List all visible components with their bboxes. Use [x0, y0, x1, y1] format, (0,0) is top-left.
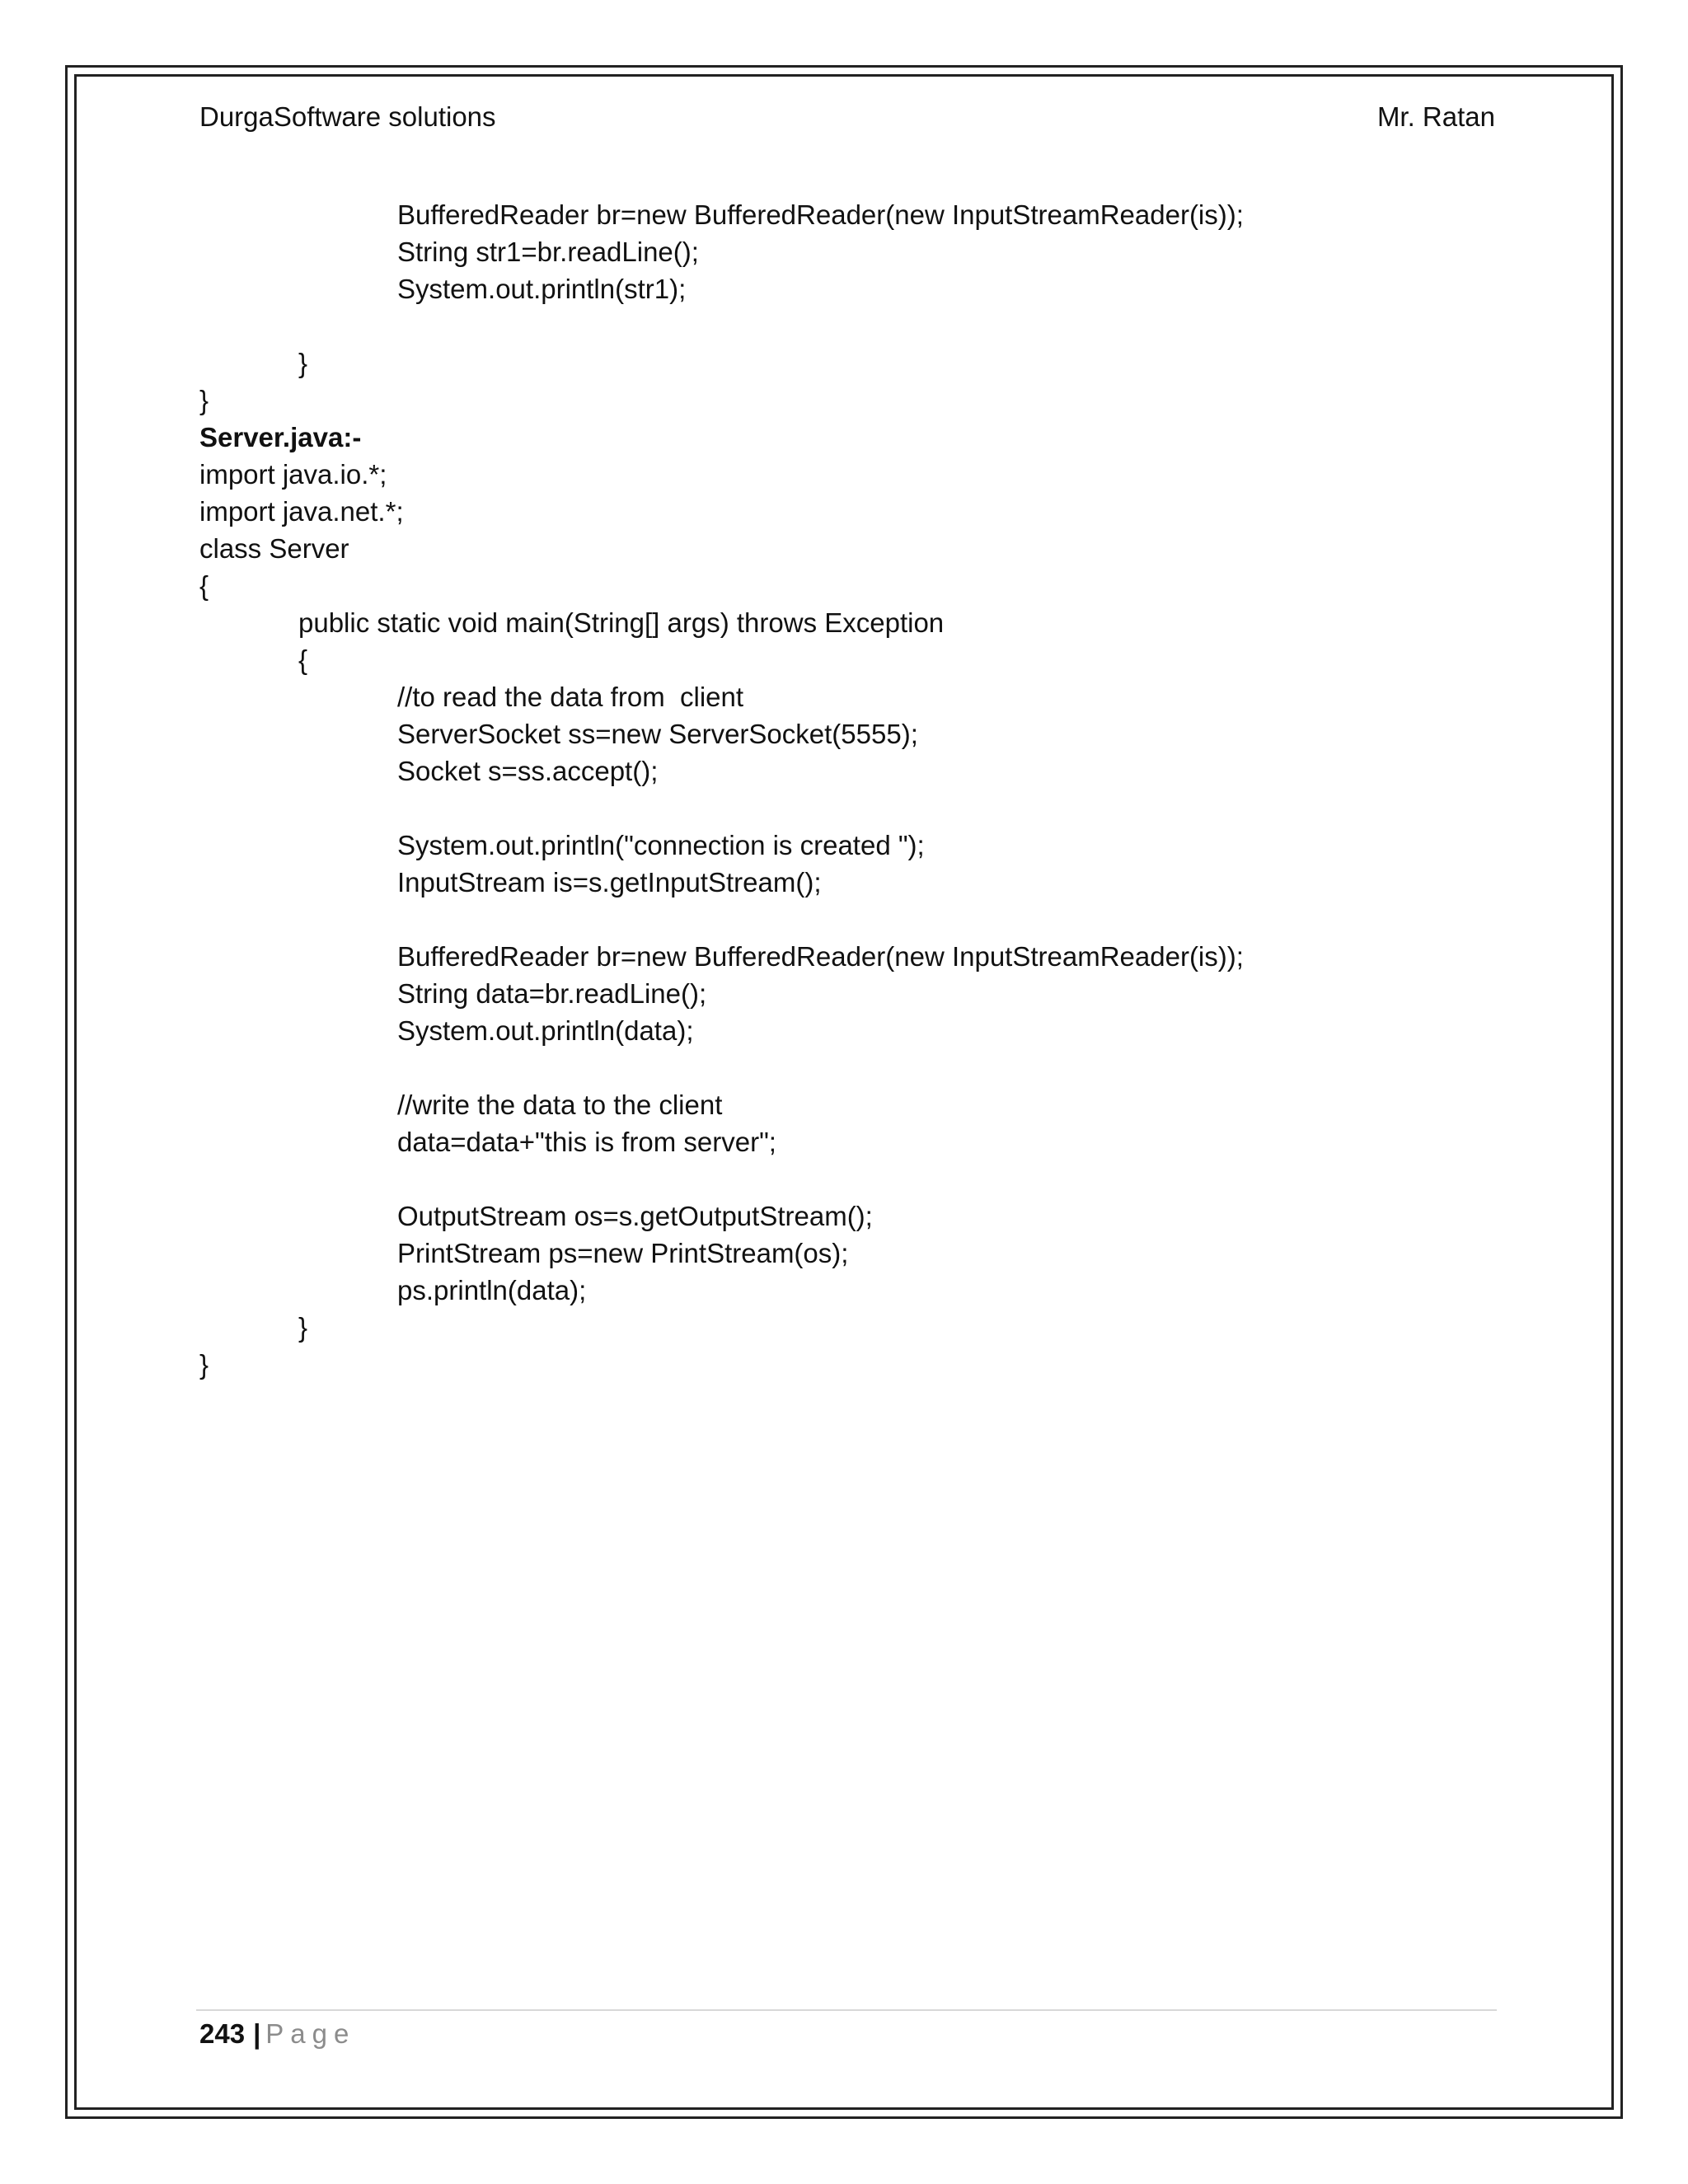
code-line: System.out.println("connection is created ");: [397, 830, 925, 860]
code-line: System.out.println(data);: [397, 1015, 694, 1046]
code-line: }: [199, 1349, 209, 1380]
code-line: }: [298, 348, 308, 378]
code-line: InputStream is=s.getInputStream();: [397, 867, 822, 898]
code-line: [199, 790, 1518, 827]
code-line: ServerSocket ss=new ServerSocket(5555);: [397, 719, 918, 749]
code-line: {: [298, 644, 308, 675]
code-line: import java.io.*;: [199, 459, 387, 490]
footer-divider: [196, 2009, 1497, 2011]
code-line: //to read the data from client: [397, 682, 744, 712]
code-line: {: [199, 570, 209, 601]
code-line: data=data+"this is from server";: [397, 1127, 776, 1157]
code-line: [199, 901, 1518, 938]
code-line: public static void main(String[] args) throws Exception: [298, 607, 945, 638]
code-line: String str1=br.readLine();: [397, 237, 699, 267]
code-line: PrintStream ps=new PrintStream(os);: [397, 1238, 849, 1268]
code-listing: [199, 196, 1518, 1383]
code-line: [199, 307, 1518, 344]
code-line: //write the data to the client: [397, 1090, 723, 1120]
code-line: System.out.println(str1);: [397, 274, 687, 304]
header-author: Mr. Ratan: [1376, 101, 1495, 132]
code-line: [199, 1049, 1518, 1086]
page-number: 243: [199, 2018, 246, 2049]
code-line: String data=br.readLine();: [397, 978, 707, 1009]
code-line: BufferedReader br=new BufferedReader(new InputStreamReader(is));: [397, 199, 1244, 230]
page-footer: [199, 2016, 355, 2052]
footer-separator: |: [253, 2018, 261, 2049]
code-line: class Server: [199, 533, 349, 564]
code-line: Socket s=ss.accept();: [397, 756, 659, 786]
code-line: OutputStream os=s.getOutputStream();: [397, 1201, 873, 1231]
page-label: Page: [265, 2018, 356, 2049]
code-line: [199, 1160, 1518, 1197]
code-line: }: [298, 1312, 308, 1343]
header-company: DurgaSoftware solutions: [199, 101, 496, 132]
code-line: }: [199, 385, 209, 415]
code-line: import java.net.*;: [199, 496, 404, 527]
code-line: BufferedReader br=new BufferedReader(new InputStreamReader(is));: [397, 941, 1244, 972]
section-heading: Server.java:-: [199, 422, 362, 452]
code-line: ps.println(data);: [397, 1275, 587, 1305]
